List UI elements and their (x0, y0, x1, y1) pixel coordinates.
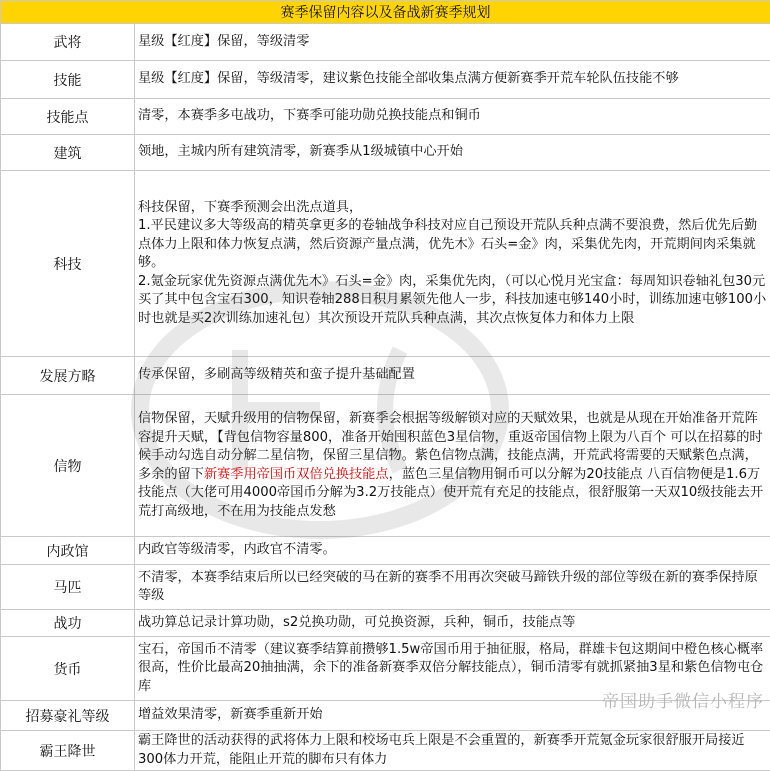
row-label: 货币 (1, 637, 135, 701)
watermark-text: 帝国助手微信小程序 (602, 687, 764, 712)
row-label: 技能点 (1, 99, 135, 135)
row-content: 传承保留，多刷高等级精英和蛮子提升基础配置 (135, 357, 770, 395)
table-row (1, 171, 770, 357)
table-row (1, 565, 770, 610)
token-text-a: 信物保留，天赋升级用的信物保留，新赛季会根据等级解锁对应的天赋效果，也就是从现在开始准备开荒阵容提升天赋，【背包信物容量800，准备开始囤积蓝色3星信物，重返帝国信物上限为八百个 可以在招募的时候手动勾选自动分解二星信物，保留三星信物。紫色信物点满，技能点满，开荒武将需要的天赋紫色点满，多余的留下 (138, 411, 763, 482)
table-title: 赛季保留内容以及备战新赛季规划 (1, 1, 770, 24)
token-text-highlight: 新赛季用帝国币双倍兑换技能点 (204, 467, 389, 482)
row-content: 星级【红度】保留，等级清零 (135, 24, 770, 61)
row-content: 内政官等级清零，内政官不清零。 (135, 537, 770, 565)
row-content: 宝石，帝国币不清零（建议赛季结算前攒够1.5w帝国币用于抽征服，格局，群雄卡包这期间中橙色核心概率很高，性价比最高20抽抽满，余下的准备新赛季双倍分解技能点），铜币清零有就抓紧抽3星和紫色信物屯仓库 (135, 637, 770, 701)
row-label: 霸王降世 (1, 731, 135, 771)
row-label: 武将 (1, 24, 135, 61)
table-row (1, 99, 770, 135)
row-content-token (135, 395, 770, 537)
tech-line: 2.氪金玩家优先资源点满优先木》石头=金》肉，采集优先肉，（可以心悦月光宝盒：每周知识卷轴礼包30元买了其中包含宝石300，知识卷轴288日积月累领先他人一步，科技加速屯够140小时，训练加速屯够100小时也就是买2次训练加速礼包）其次预设开荒队兵种点满，其次点恢复体力和体力上限 (138, 273, 767, 329)
row-content: 领地，主城内所有建筑清零，新赛季从1级城镇中心开始 (135, 135, 770, 171)
row-content: 清零，本赛季多屯战功，下赛季可能功勋兑换技能点和铜币 (135, 99, 770, 135)
row-content: 战功算总记录计算功勋，s2兑换功勋，可兑换资源，兵种，铜币，技能点等 (135, 610, 770, 637)
title-row (1, 1, 770, 24)
table-row (1, 610, 770, 637)
row-label: 招募豪礼等级 (1, 701, 135, 731)
table-row (1, 61, 770, 99)
tech-line: 1.平民建议多大等级高的精英拿更多的卷轴战争科技对应自己预设开荒队兵种点满不要浪费，然后优先后勤点体力上限和体力恢复点满，然后资源产量点满，优先木》石头=金》肉，采集优先肉，开荒期间肉采集就够。 (138, 217, 767, 273)
table-row (1, 537, 770, 565)
row-content: 增益效果清零，新赛季重新开始 (135, 701, 770, 731)
token-text-b: ，蓝色三星信物用铜币可以分解为20技能点 八百信物便是1.6万技能点（大佬可用4000帝国币分解为3.2万技能点）使开荒有充足的技能点，很舒服第一天双10级技能去开荒打高级地，不在用为技能点发愁 (138, 467, 763, 519)
table-row (1, 24, 770, 61)
row-label: 技能 (1, 61, 135, 99)
table-row (1, 395, 770, 537)
row-label: 内政馆 (1, 537, 135, 565)
row-content: 霸王降世的活动获得的武将体力上限和校场屯兵上限是不会重置的，新赛季开荒氪金玩家很舒服开局接近300体力开荒，能阻止开荒的脚布只有体力 (135, 731, 770, 771)
row-label: 建筑 (1, 135, 135, 171)
row-content-tech (135, 171, 770, 357)
tech-line: 科技保留，下赛季预测会出洗点道具， (138, 199, 767, 218)
row-label: 战功 (1, 610, 135, 637)
row-content: 星级【红度】保留，等级清零，建议紫色技能全部收集点满方便新赛季开荒车轮队伍技能不够 (135, 61, 770, 99)
row-label: 马匹 (1, 565, 135, 610)
row-label: 科技 (1, 171, 135, 357)
table-row (1, 731, 770, 771)
table-row (1, 357, 770, 395)
table-row (1, 135, 770, 171)
row-label: 信物 (1, 395, 135, 537)
row-label: 发展方略 (1, 357, 135, 395)
row-content: 不清零，本赛季结束后所以已经突破的马在新的赛季不用再次突破马蹄铁升级的部位等级在新的赛季保持原等级 (135, 565, 770, 610)
